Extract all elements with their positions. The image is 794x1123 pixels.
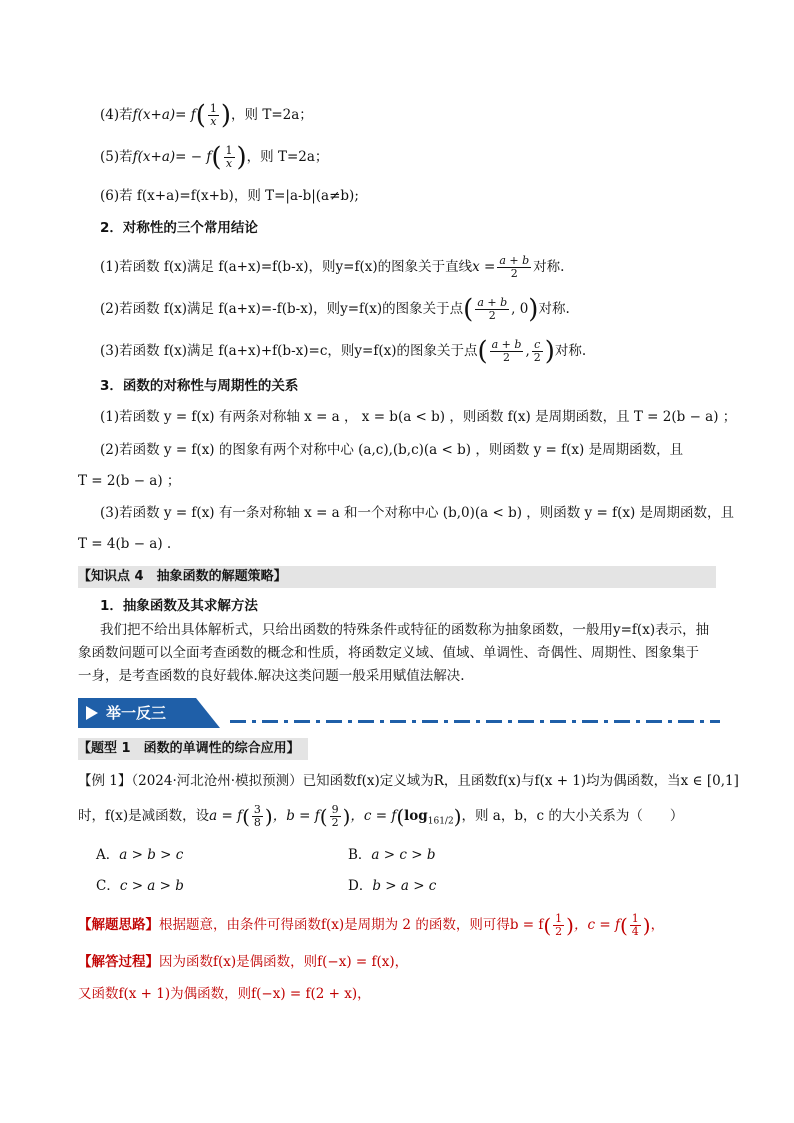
sym-s2-pre: (2)若函数 f(x)满足 f(a+x)=-f(b-x)，则y=f(x)的图象关于点 bbox=[100, 301, 464, 317]
option-c-text: c > a > b bbox=[119, 878, 184, 894]
period-l5-eq: f(x+a)= − f bbox=[132, 149, 212, 165]
option-b-key: B． bbox=[348, 847, 372, 863]
solution-c-den: 4 bbox=[631, 925, 639, 938]
option-b[interactable] bbox=[348, 845, 435, 865]
period-l5-frac-num: 1 bbox=[225, 144, 233, 157]
kp4-subheading: 1．抽象函数及其求解方法 bbox=[100, 598, 258, 614]
sym-s3-c-num: c bbox=[532, 339, 543, 352]
option-c-key: C． bbox=[96, 878, 120, 894]
example-a-den: 8 bbox=[253, 816, 261, 829]
section-band-dashline bbox=[230, 720, 720, 723]
example-1-line-2: 时，f(x)是减函数，设a = f( $\frac{3}{8}$ )，b = f( $\frac{9}{2}$ )，$c = f(\log_{161/2})$，则 a，b，c 的大小关系为（ ） bbox=[78, 803, 684, 829]
sym-s3-pre: (3)若函数 f(x)满足 f(a+x)+f(b-x)=c，则y=f(x)的图象关于点 bbox=[100, 343, 478, 359]
period-l4-frac-den: x bbox=[210, 115, 217, 128]
sym-s1-post: 对称. bbox=[533, 259, 565, 275]
period-l5-pre: (5)若 bbox=[100, 149, 133, 165]
sym-s1-frac-den: 2 bbox=[510, 267, 518, 280]
solution-idea-text: 根据题意，由条件可得函数f(x)是周期为 2 的函数，则可得b = f bbox=[159, 917, 544, 933]
sym-s1-mx: x = bbox=[472, 259, 496, 275]
period-l5-post: ，则 T=2a； bbox=[246, 149, 329, 165]
example-a-eq: a = f bbox=[209, 808, 243, 824]
relation-line-3b: T = 4(b − a) . bbox=[78, 536, 172, 552]
period-line-4: (4)若f(x+a)= f( $\frac{1}{x}$ )，则 T=2a； bbox=[100, 100, 313, 131]
knowledge-point-4-label: 【知识点 4 抽象函数的解题策略】 bbox=[78, 566, 716, 588]
relation-line-1: (1)若函数 y = f(x) 有两条对称轴 x = a ， x = b(a < b) ，则函数 f(x) 是周期函数，且 T = 2(b − a) ； bbox=[100, 409, 737, 425]
type-1-label: 【题型 1 函数的单调性的综合应用】 bbox=[78, 738, 308, 760]
sym-s1-frac-num: a + b bbox=[499, 254, 530, 267]
sym-s3-post: 对称. bbox=[554, 343, 587, 359]
symmetry-line-1 bbox=[100, 255, 564, 280]
option-a[interactable] bbox=[96, 845, 183, 865]
period-l4-post: ，则 T=2a； bbox=[231, 107, 313, 123]
option-a-key: A． bbox=[96, 847, 120, 863]
option-d-text: b > a > c bbox=[372, 878, 437, 894]
section-band bbox=[78, 698, 220, 728]
option-a-text: a > b > c bbox=[119, 847, 184, 863]
period-l5-frac-den: x bbox=[225, 157, 233, 170]
relation-line-3a: (3)若函数 y = f(x) 有一条对称轴 x = a 和一个对称中心 (b,0)(a < b) ，则函数 y = f(x) 是周期函数，且 bbox=[100, 505, 735, 521]
solution-process-line-1 bbox=[78, 952, 408, 972]
solution-b-den: 2 bbox=[555, 925, 563, 938]
period-l4-frac-num: 1 bbox=[209, 102, 217, 115]
example-c-eq: ，c = f bbox=[350, 808, 397, 824]
solution-process-line-2: 又函数f(x + 1)为偶函数，则f(−x) = f(2 + x)， bbox=[78, 986, 371, 1002]
sym-s1-pre: (1)若函数 f(x)满足 f(a+x)=f(b-x)，则y=f(x)的图象关于直线 bbox=[100, 259, 473, 275]
example-c-arg: 1/2 bbox=[439, 816, 454, 827]
period-l4-eq: f(x+a)= f bbox=[132, 107, 196, 123]
sym-s2-frac-num: a + b bbox=[477, 296, 508, 309]
play-arrow-icon bbox=[86, 706, 98, 720]
sym-s3-frac-den: 2 bbox=[503, 351, 511, 364]
option-b-text: a > c > b bbox=[371, 847, 436, 863]
sym-s3-c-den: 2 bbox=[533, 351, 541, 364]
solution-process-text: 因为函数f(x)是偶函数，则f(−x) = f(x)， bbox=[159, 954, 409, 970]
symmetry-heading: 2．对称性的三个常用结论 bbox=[100, 220, 258, 236]
relation-line-2a: (2)若函数 y = f(x) 的图象有两个对称中心 (a,c),(b,c)(a < b) ，则函数 y = f(x) 是周期函数，且 bbox=[100, 442, 684, 458]
example-a-num: 3 bbox=[253, 803, 261, 816]
example-b-den: 2 bbox=[331, 816, 339, 829]
solution-idea-mid: ，c = f bbox=[573, 917, 620, 933]
sym-s3-frac-num: a + b bbox=[491, 338, 522, 351]
option-d[interactable] bbox=[348, 876, 436, 896]
example-c-log: log bbox=[404, 808, 428, 824]
solution-idea-tag: 【解题思路】 bbox=[78, 917, 159, 933]
period-l4-pre: (4)若 bbox=[100, 107, 133, 123]
kp4-paragraph-line-2: 象函数问题可以全面考查函数的概念和性质，将函数定义域、值域、单调性、奇偶性、周期性、图象集于 bbox=[78, 645, 699, 661]
solution-idea-end: ， bbox=[650, 917, 665, 933]
solution-idea-line: 【解题思路】根据题意，由条件可得函数f(x)是周期为 2 的函数，则可得b = f( $\frac{1}{2}$ )，c = f( $\frac{1}{4}$ )， bbox=[78, 912, 665, 938]
example-1-line-1: 【例 1】（2024·河北沧州·模拟预测）已知函数f(x)定义域为R，且函数f(x)与f(x + 1)均为偶函数，当x ∈ [0,1] bbox=[78, 773, 739, 789]
relation-line-2b: T = 2(b − a) ； bbox=[78, 473, 181, 489]
symmetry-line-2: (2)若函数 f(x)满足 f(a+x)=-f(b-x)，则y=f(x)的图象关于点( $\frac{a + b}{2}$ , 0)对称. bbox=[100, 294, 570, 325]
solution-b-num: 1 bbox=[555, 912, 563, 925]
solution-c-num: 1 bbox=[631, 912, 639, 925]
option-d-key: D． bbox=[348, 878, 373, 894]
example-b-eq: ，b = f bbox=[272, 808, 320, 824]
period-line-5: (5)若f(x+a)= − f( $\frac{1}{x}$ )，则 T=2a； bbox=[100, 142, 329, 173]
symmetry-line-3: (3)若函数 f(x)满足 f(a+x)+f(b-x)=c，则y=f(x)的图象关于点( $\frac{a + b}{2}$ , $\frac{c}{2}$ )对称. bbox=[100, 336, 587, 367]
kp4-paragraph-line-3: 一身，是考查函数的良好载体.解决这类问题一般采用赋值法解决. bbox=[78, 668, 465, 684]
period-line-6: (6)若 f(x+a)=f(x+b)，则 T=|a-b|(a≠b); bbox=[100, 188, 359, 204]
kp4-paragraph-line-1: 我们把不给出具体解析式，只给出函数的特殊条件或特征的函数称为抽象函数，一般用y=f(x)表示，抽 bbox=[100, 622, 710, 638]
example-line2-pre: 时，f(x)是减函数，设 bbox=[78, 808, 210, 824]
relation-heading: 3．函数的对称性与周期性的关系 bbox=[100, 378, 299, 394]
sym-s2-post: 对称. bbox=[538, 301, 570, 317]
example-c-base: 16 bbox=[427, 816, 440, 827]
sym-s2-mid: , 0 bbox=[511, 301, 529, 317]
sym-s2-frac-den: 2 bbox=[488, 309, 496, 322]
solution-process-tag: 【解答过程】 bbox=[78, 954, 159, 970]
section-band-label: 举一反三 bbox=[106, 704, 167, 722]
option-c[interactable] bbox=[96, 876, 184, 896]
example-b-num: 9 bbox=[331, 803, 339, 816]
example-line2-post: ，则 a，b，c 的大小关系为（ ） bbox=[461, 808, 684, 824]
